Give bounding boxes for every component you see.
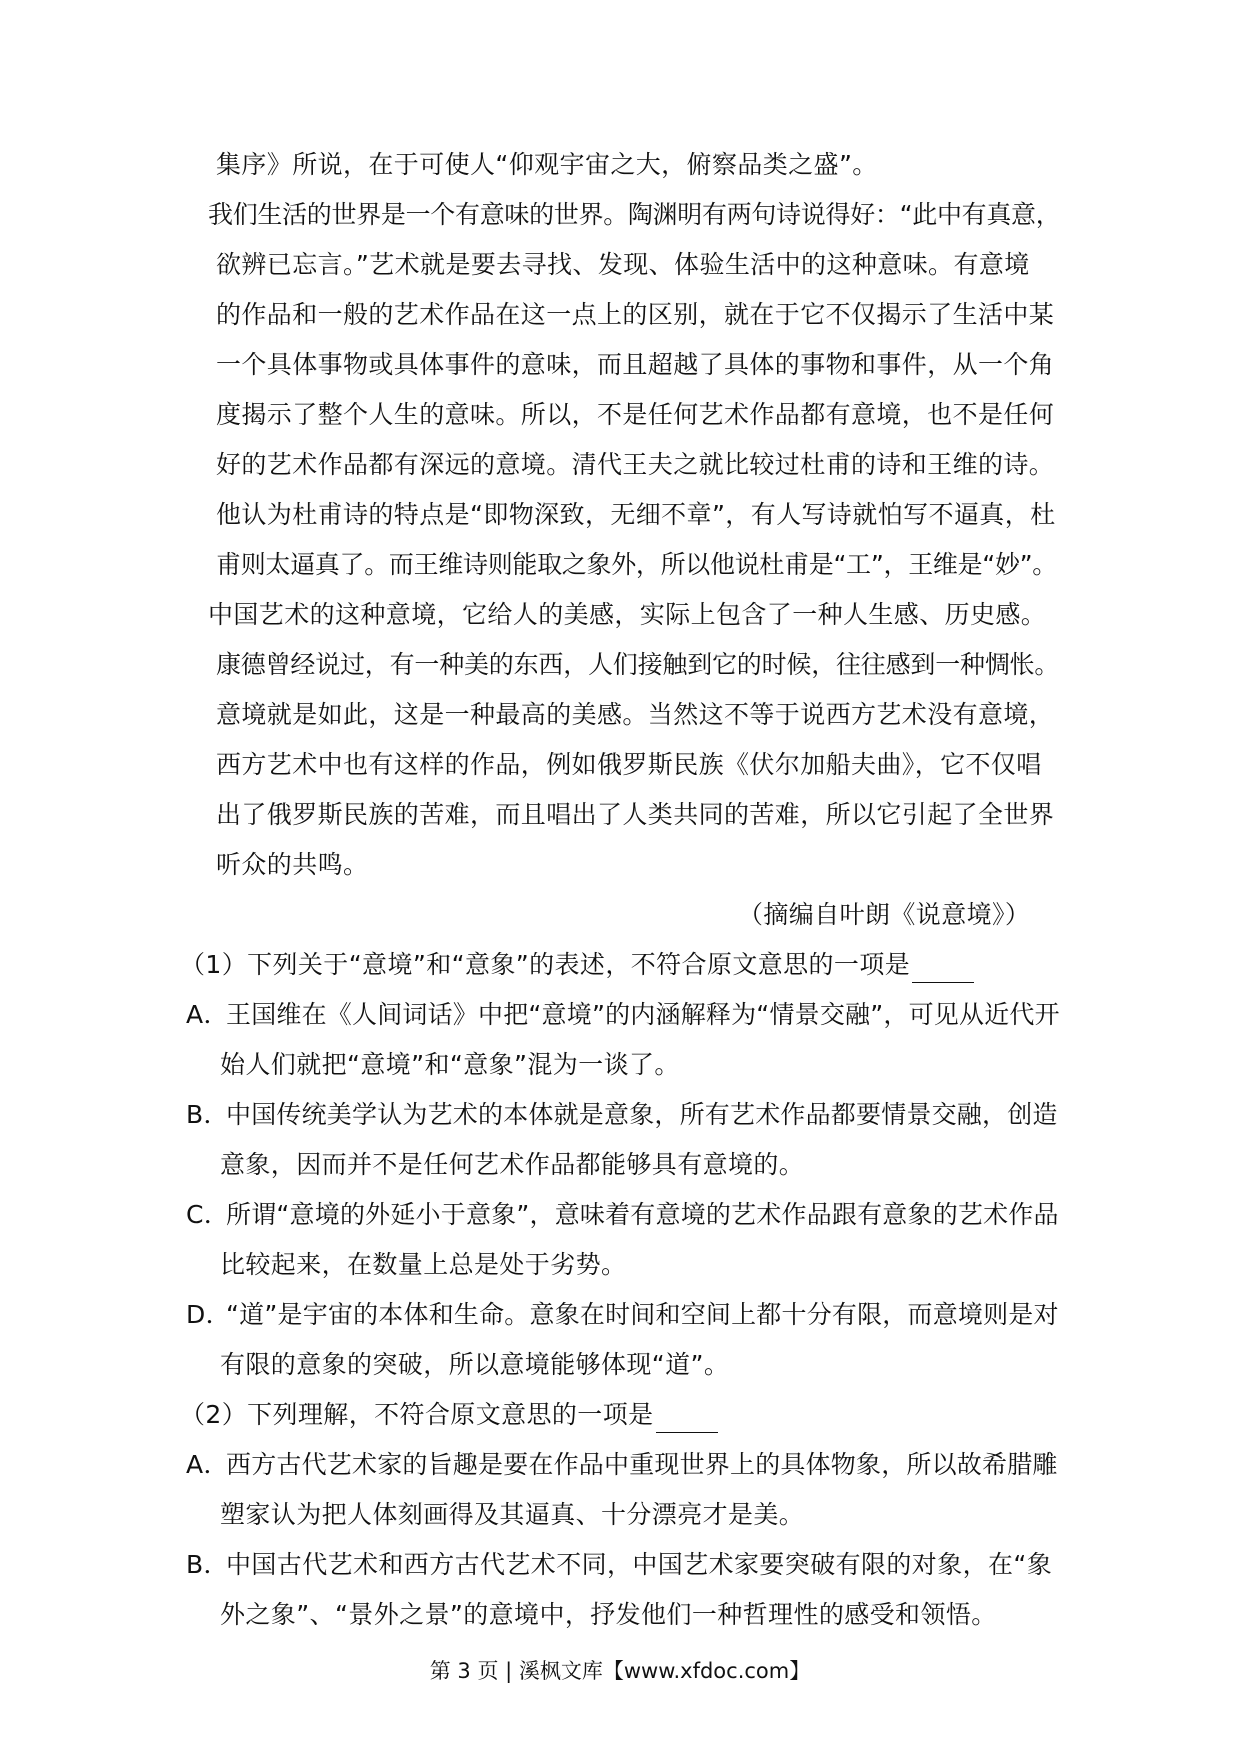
question-stem-text: （2）下列理解，不符合原文意思的一项是 — [180, 1400, 654, 1429]
passage-line: 中国艺术的这种意境，它给人的美感，实际上包含了一种人生感、历史感。 — [208, 600, 1047, 629]
question-stem-text: （1）下列关于“意境”和“意象”的表述，不符合原文意思的一项是 — [180, 950, 911, 979]
passage-line: 康德曾经说过，有一种美的东西，人们接触到它的时候，往往感到一种惆怅。 — [216, 650, 1060, 679]
passage-line: 集序》所说，在于可使人“仰观宇宙之大，俯察品类之盛”。 — [216, 150, 878, 179]
option-label: D． — [186, 1300, 232, 1329]
option-text: 比较起来，在数量上总是处于劣势。 — [220, 1250, 627, 1279]
passage-line: 度揭示了整个人生的意味。所以，不是任何艺术作品都有意境，也不是任何 — [216, 400, 1055, 429]
question-stem — [180, 1397, 718, 1433]
passage-line: 好的艺术作品都有深远的意境。清代王夫之就比较过杜甫的诗和王维的诗。 — [216, 450, 1055, 479]
passage-line: 他认为杜甫诗的特点是“即物深致，无细不章”，有人写诗就怕写不逼真，杜 — [216, 500, 1056, 529]
passage-line: 出了俄罗斯民族的苦难，而且唱出了人类共同的苦难，所以它引起了全世界 — [216, 800, 1055, 829]
option-text: 中国古代艺术和西方古代艺术不同，中国艺术家要突破有限的对象，在“象 — [226, 1550, 1053, 1579]
passage-line: 甫则太逼真了。而王维诗则能取之象外，所以他说杜甫是“工”，王维是“妙”。 — [216, 550, 1058, 579]
passage-line: 一个具体事物或具体事件的意味，而且超越了具体的事物和事件，从一个角 — [216, 350, 1055, 379]
option-text: 王国维在《人间词话》中把“意境”的内涵解释为“情景交融”，可见从近代开 — [226, 1000, 1060, 1029]
option-label: B． — [186, 1100, 229, 1129]
option-text: 外之象”、“景外之景”的意境中，抒发他们一种哲理性的感受和领悟。 — [220, 1600, 997, 1629]
option-text: 所谓“意境的外延小于意象”，意味着有意境的艺术作品跟有意象的艺术作品 — [226, 1200, 1059, 1229]
passage-line: 欲辨已忘言。”艺术就是要去寻找、发现、体验生活中的这种意味。有意境 — [216, 250, 1030, 279]
option-label: B． — [186, 1550, 229, 1579]
question-stem — [180, 947, 974, 983]
option-label: C． — [186, 1200, 230, 1229]
passage-source: （摘编自叶朗《说意境》） — [738, 900, 1031, 929]
option-text: 塑家认为把人体刻画得及其逼真、十分漂亮才是美。 — [220, 1500, 805, 1529]
passage-line: 意境就是如此，这是一种最高的美感。当然这不等于说西方艺术没有意境， — [216, 700, 1055, 729]
option-text: 中国传统美学认为艺术的本体就是意象，所有艺术作品都要情景交融，创造 — [226, 1100, 1058, 1129]
passage-line: 西方艺术中也有这样的作品，例如俄罗斯民族《伏尔加船夫曲》，它不仅唱 — [216, 750, 1042, 779]
option-text: 有限的意象的突破，所以意境能够体现“道”。 — [220, 1350, 730, 1379]
answer-blank[interactable] — [912, 956, 974, 983]
option-text: “道”是宇宙的本体和生命。意象在时间和空间上都十分有限，而意境则是对 — [226, 1300, 1059, 1329]
option-text: 西方古代艺术家的旨趣是要在作品中重现世界上的具体物象，所以故希腊雕 — [226, 1450, 1058, 1479]
option-label: A． — [186, 1450, 229, 1479]
option-text: 始人们就把“意境”和“意象”混为一谈了。 — [220, 1050, 680, 1079]
answer-blank[interactable] — [656, 1406, 718, 1433]
passage-line: 听众的共鸣。 — [216, 850, 369, 879]
page-footer: 第 3 页 | 溪枫文库【www.xfdoc.com】 — [429, 1659, 811, 1683]
passage-line: 我们生活的世界是一个有意味的世界。陶渊明有两句诗说得好：“此中有真意， — [208, 200, 1061, 229]
passage-line: 的作品和一般的艺术作品在这一点上的区别，就在于它不仅揭示了生活中某 — [216, 300, 1055, 329]
option-label: A． — [186, 1000, 229, 1029]
option-text: 意象，因而并不是任何艺术作品都能够具有意境的。 — [220, 1150, 805, 1179]
